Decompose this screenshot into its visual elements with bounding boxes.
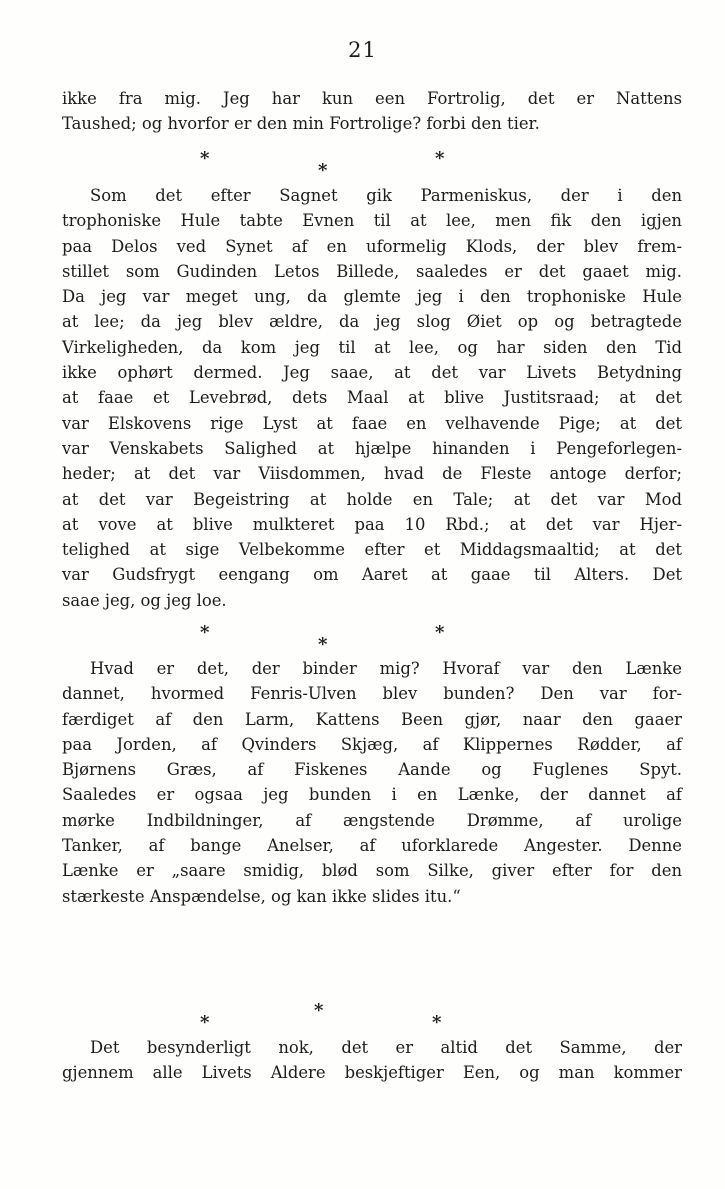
text-line: ikke fra mig. Jeg har kun een Fortrolig, det er Nattens xyxy=(62,89,682,108)
asterisk-glyph: * xyxy=(318,160,328,181)
text-line: Da jeg var meget ung, da glemte jeg i den trophoniske Hule xyxy=(62,287,682,307)
text-line: var Venskabets Salighed at hjælpe hinanden i Pengeforlegen- xyxy=(62,438,682,458)
text-line: gjennem alle Livets Aldere beskjeftiger Een, og man kommer xyxy=(62,1063,682,1083)
asterisk-glyph: * xyxy=(200,1012,210,1033)
text-line: Tanker, af bange Anelser, af uforklarede Angester. Denne xyxy=(62,836,682,856)
text-line: paa Jorden, af Qvinders Skjæg, af Klippernes Rødder, af xyxy=(62,734,682,754)
text-line: at vove at blive mulkteret paa 10 Rbd.; at det var Hjer- xyxy=(62,514,682,534)
paragraph-4 xyxy=(62,1035,682,1086)
paragraph-2 xyxy=(62,183,682,613)
asterisk-glyph: * xyxy=(200,622,210,643)
text-line: færdiget af den Larm, Kattens Been gjør, naar den gaaer xyxy=(62,709,682,729)
text-line: heder; at det var Viisdommen, hvad de Fleste antoge derfor; xyxy=(62,464,682,484)
asterisk-glyph: * xyxy=(200,148,210,169)
text-line: paa Delos ved Synet af en uformelig Klods, der blev frem- xyxy=(62,236,682,256)
text-line: mørke Indbildninger, af ængstende Drømme, af urolige xyxy=(62,810,682,830)
page-number: 21 xyxy=(348,38,377,62)
text-line: ikke ophørt dermed. Jeg saae, at det var Livets Betydning xyxy=(62,363,682,383)
asterisk-glyph: * xyxy=(432,1012,442,1033)
paragraph-1 xyxy=(62,86,682,137)
text-line: saae jeg, og jeg loe. xyxy=(62,590,227,610)
text-line: var Gudsfrygt eengang om Aaret at gaae til Alters. Det xyxy=(62,565,682,585)
asterisk-glyph: * xyxy=(435,622,445,643)
text-line: at faae et Levebrød, dets Maal at blive Justitsraad; at det xyxy=(62,388,682,408)
text-line: Som det efter Sagnet gik Parmeniskus, der i den xyxy=(90,186,682,205)
text-line: Det besynderligt nok, det er altid det Samme, der xyxy=(90,1038,682,1057)
asterism-divider xyxy=(0,148,725,188)
text-line: at det var Begeistring at holde en Tale; at det var Mod xyxy=(62,489,682,509)
asterisk-glyph: * xyxy=(318,634,328,655)
text-line: Taushed; og hvorfor er den min Fortrolige? forbi den tier. xyxy=(62,114,540,134)
text-line: Saaledes er ogsaa jeg bunden i en Lænke, der dannet af xyxy=(62,785,682,805)
text-line: dannet, hvormed Fenris-Ulven blev bunden? Den var for- xyxy=(62,684,682,704)
text-line: stillet som Gudinden Letos Billede, saaledes er det gaaet mig. xyxy=(62,261,682,281)
paragraph-3 xyxy=(62,656,682,909)
text-line: var Elskovens rige Lyst at faae en velhavende Pige; at det xyxy=(62,413,682,433)
asterisk-glyph: * xyxy=(435,148,445,169)
text-line: Bjørnens Græs, af Fiskenes Aande og Fuglenes Spyt. xyxy=(62,760,682,780)
text-line: Hvad er det, der binder mig? Hvoraf var den Lænke xyxy=(90,659,682,678)
text-line: at lee; da jeg blev ældre, da jeg slog Øiet op og betragtede xyxy=(62,312,682,332)
text-line: Virkeligheden, da kom jeg til at lee, og har siden den Tid xyxy=(62,337,682,357)
text-line: Lænke er „saare smidig, blød som Silke, giver efter for den xyxy=(62,861,682,881)
asterisk-glyph: * xyxy=(314,1000,324,1021)
text-line: stærkeste Anspændelse, og kan ikke slides itu.“ xyxy=(62,886,461,906)
text-line: trophoniske Hule tabte Evnen til at lee, men fik den igjen xyxy=(62,211,682,231)
text-line: telighed at sige Velbekomme efter et Middagsmaaltid; at det xyxy=(62,540,682,560)
asterism-divider xyxy=(0,1000,725,1040)
